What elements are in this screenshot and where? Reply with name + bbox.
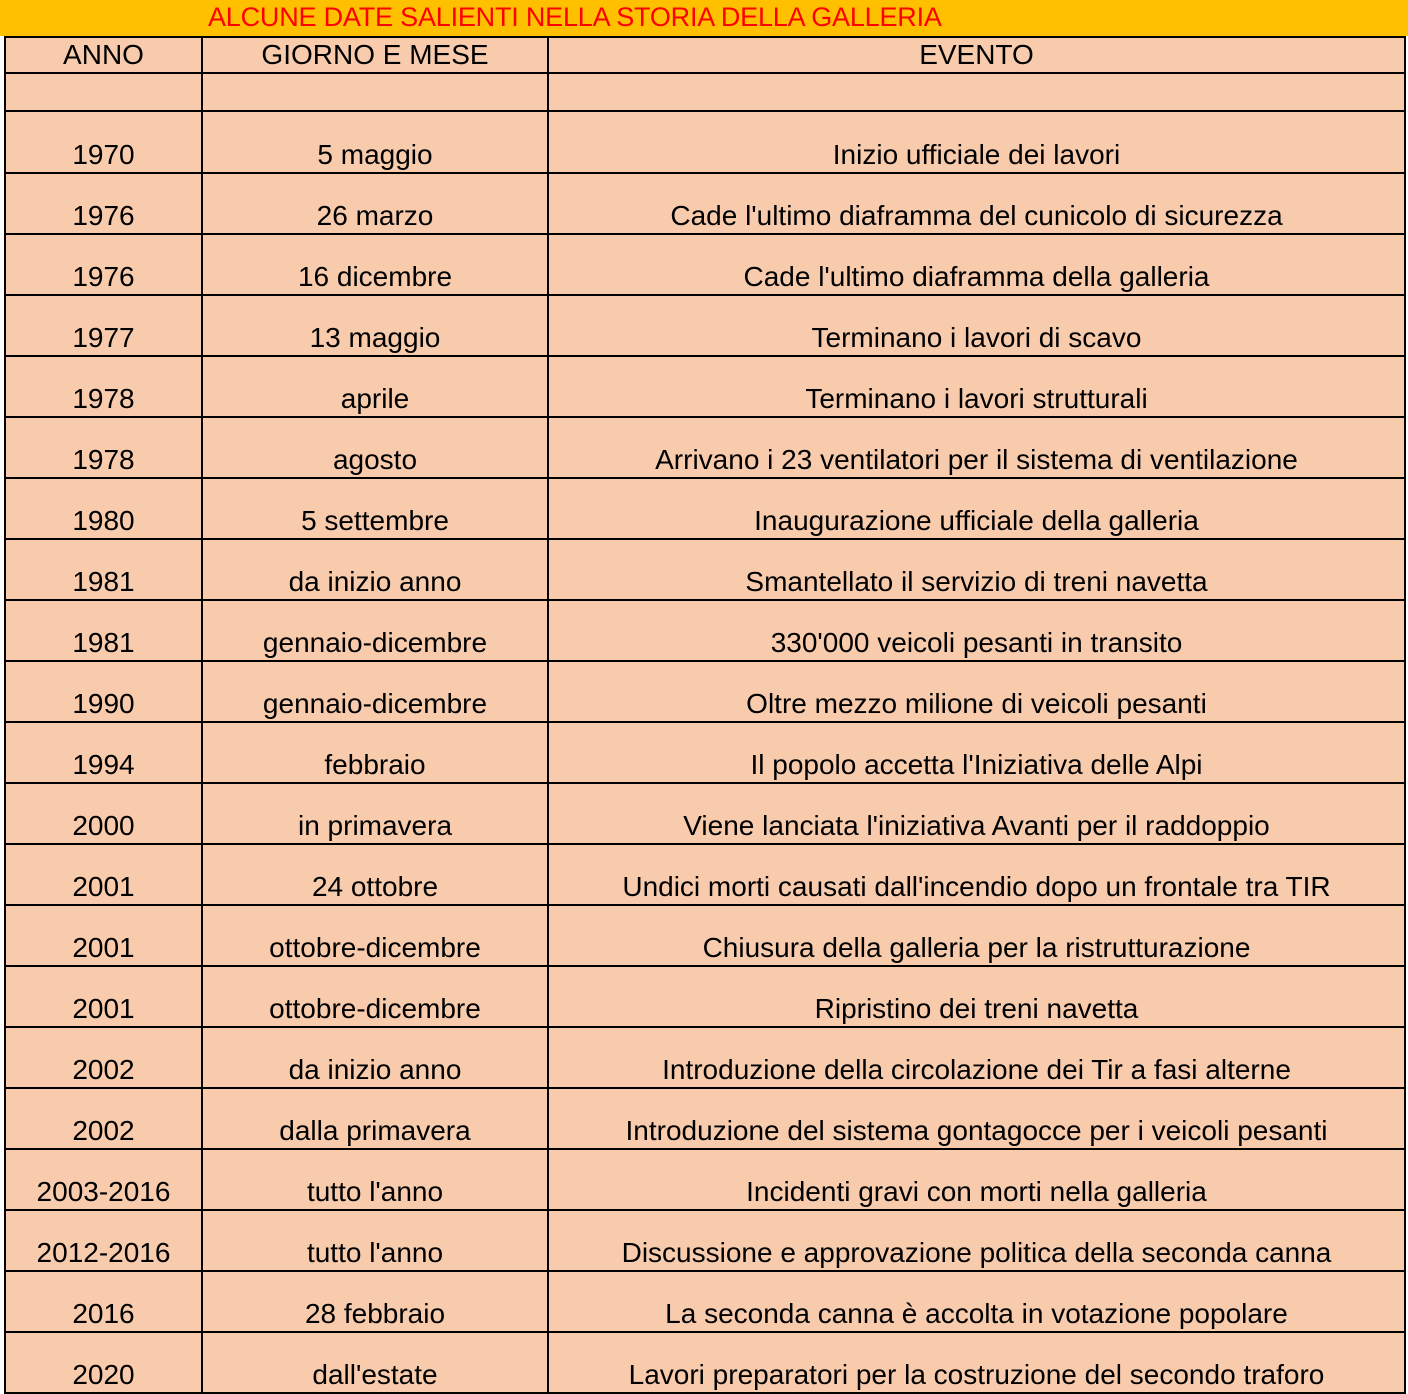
cell-giorno-mese: da inizio anno	[202, 1027, 548, 1088]
cell-giorno-mese: 5 settembre	[202, 478, 548, 539]
page-title: ALCUNE DATE SALIENTI NELLA STORIA DELLA GALLERIA	[208, 2, 942, 32]
cell-anno: 1981	[5, 539, 202, 600]
cell-giorno-mese: dall'estate	[202, 1332, 548, 1393]
cell-evento: Cade l'ultimo diaframma del cunicolo di sicurezza	[548, 173, 1405, 234]
table-row	[5, 661, 1405, 722]
cell-evento: Smantellato il servizio di treni navetta	[548, 539, 1405, 600]
cell-evento: Terminano i lavori di scavo	[548, 295, 1405, 356]
cell-anno: 1978	[5, 417, 202, 478]
table-row	[5, 417, 1405, 478]
table-row	[5, 173, 1405, 234]
cell-evento: Discussione e approvazione politica della seconda canna	[548, 1210, 1405, 1271]
cell-anno: 2001	[5, 844, 202, 905]
cell-giorno-mese: agosto	[202, 417, 548, 478]
cell-evento: 330'000 veicoli pesanti in transito	[548, 600, 1405, 661]
cell-evento: Cade l'ultimo diaframma della galleria	[548, 234, 1405, 295]
blank-cell	[548, 73, 1405, 111]
cell-giorno-mese: 16 dicembre	[202, 234, 548, 295]
table-row	[5, 111, 1405, 173]
table-row	[5, 844, 1405, 905]
table-row	[5, 295, 1405, 356]
title-bar	[0, 0, 1408, 36]
cell-evento: Terminano i lavori strutturali	[548, 356, 1405, 417]
cell-anno: 2000	[5, 783, 202, 844]
column-header-anno: ANNO	[5, 37, 202, 73]
table-row	[5, 1332, 1405, 1393]
table-row	[5, 600, 1405, 661]
cell-anno: 2002	[5, 1088, 202, 1149]
column-header-giorno-mese: GIORNO E MESE	[202, 37, 548, 73]
cell-anno: 1981	[5, 600, 202, 661]
table-row	[5, 783, 1405, 844]
table-row	[5, 722, 1405, 783]
table-row	[5, 905, 1405, 966]
cell-giorno-mese: tutto l'anno	[202, 1149, 548, 1210]
timeline-table	[4, 36, 1406, 1394]
blank-cell	[202, 73, 548, 111]
table-row	[5, 1088, 1405, 1149]
table-row	[5, 1027, 1405, 1088]
cell-giorno-mese: in primavera	[202, 783, 548, 844]
cell-evento: Il popolo accetta l'Iniziativa delle Alpi	[548, 722, 1405, 783]
cell-giorno-mese: da inizio anno	[202, 539, 548, 600]
cell-anno: 2012-2016	[5, 1210, 202, 1271]
cell-anno: 2002	[5, 1027, 202, 1088]
cell-anno: 1994	[5, 722, 202, 783]
cell-giorno-mese: 24 ottobre	[202, 844, 548, 905]
table-row	[5, 1149, 1405, 1210]
cell-evento: Oltre mezzo milione di veicoli pesanti	[548, 661, 1405, 722]
cell-evento: Undici morti causati dall'incendio dopo un frontale tra TIR	[548, 844, 1405, 905]
cell-anno: 2001	[5, 905, 202, 966]
blank-row	[5, 73, 1405, 111]
cell-anno: 1977	[5, 295, 202, 356]
cell-giorno-mese: ottobre-dicembre	[202, 966, 548, 1027]
cell-giorno-mese: tutto l'anno	[202, 1210, 548, 1271]
cell-anno: 1990	[5, 661, 202, 722]
cell-anno: 2016	[5, 1271, 202, 1332]
cell-anno: 2003-2016	[5, 1149, 202, 1210]
cell-evento: Introduzione della circolazione dei Tir a fasi alterne	[548, 1027, 1405, 1088]
table-row	[5, 1210, 1405, 1271]
cell-giorno-mese: dalla primavera	[202, 1088, 548, 1149]
column-header-evento: EVENTO	[548, 37, 1405, 73]
cell-giorno-mese: aprile	[202, 356, 548, 417]
table-row	[5, 356, 1405, 417]
cell-giorno-mese: gennaio-dicembre	[202, 600, 548, 661]
table-row	[5, 478, 1405, 539]
cell-giorno-mese: 5 maggio	[202, 111, 548, 173]
cell-anno: 1976	[5, 173, 202, 234]
cell-giorno-mese: gennaio-dicembre	[202, 661, 548, 722]
cell-evento: Arrivano i 23 ventilatori per il sistema di ventilazione	[548, 417, 1405, 478]
cell-evento: La seconda canna è accolta in votazione popolare	[548, 1271, 1405, 1332]
cell-anno: 1976	[5, 234, 202, 295]
cell-giorno-mese: ottobre-dicembre	[202, 905, 548, 966]
cell-giorno-mese: 26 marzo	[202, 173, 548, 234]
cell-evento: Incidenti gravi con morti nella galleria	[548, 1149, 1405, 1210]
cell-evento: Viene lanciata l'iniziativa Avanti per il raddoppio	[548, 783, 1405, 844]
cell-evento: Inizio ufficiale dei lavori	[548, 111, 1405, 173]
cell-evento: Inaugurazione ufficiale della galleria	[548, 478, 1405, 539]
cell-anno: 1978	[5, 356, 202, 417]
cell-anno: 2020	[5, 1332, 202, 1393]
table-row	[5, 234, 1405, 295]
cell-giorno-mese: 28 febbraio	[202, 1271, 548, 1332]
table-row	[5, 539, 1405, 600]
cell-giorno-mese: 13 maggio	[202, 295, 548, 356]
cell-evento: Lavori preparatori per la costruzione del secondo traforo	[548, 1332, 1405, 1393]
header-row	[5, 37, 1405, 73]
blank-cell	[5, 73, 202, 111]
cell-giorno-mese: febbraio	[202, 722, 548, 783]
cell-anno: 1970	[5, 111, 202, 173]
cell-anno: 1980	[5, 478, 202, 539]
cell-evento: Ripristino dei treni navetta	[548, 966, 1405, 1027]
cell-evento: Introduzione del sistema gontagocce per i veicoli pesanti	[548, 1088, 1405, 1149]
cell-anno: 2001	[5, 966, 202, 1027]
table-row	[5, 966, 1405, 1027]
table-row	[5, 1271, 1405, 1332]
cell-evento: Chiusura della galleria per la ristrutturazione	[548, 905, 1405, 966]
